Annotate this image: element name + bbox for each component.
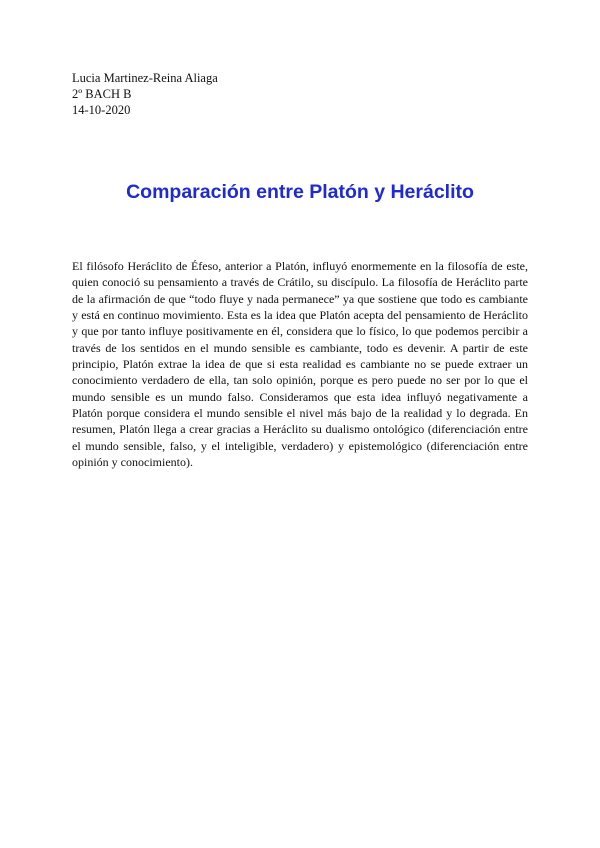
document-header (72, 70, 218, 118)
course-label: 2º BACH B (72, 87, 132, 101)
document-date: 14-10-2020 (72, 103, 131, 117)
author-name: Lucia Martinez-Reina Aliaga (72, 71, 218, 85)
document-title: Comparación entre Platón y Heráclito (126, 181, 474, 203)
body-paragraph: El filósofo Heráclito de Éfeso, anterior a Platón, influyó enormemente en la filosofía de este, quien conoció su pensamiento a través de Crátilo, su discípulo. La filosofía de Heráclito parte de la afirmación de que “todo fluye y nada permanece” ya que sostiene que todo es cambiante y está en continuo movimiento. Esta es la idea que Platón acepta del pensamiento de Heráclito y que por tanto influye positivamente en él, considera que lo físico, lo que podemos percibir a través de los sentidos en el mundo sensible es cambiante, todo es devenir. A partir de este principio, Platón extrae la idea de que si esta realidad es cambiante no se puede extraer un conocimiento verdadero de ella, tan solo opinión, porque es pero puede no ser por lo que el mundo sensible es un mundo falso. Consideramos que esta idea influyó negativamente a Platón porque considera el mundo sensible el nivel más bajo de la realidad y lo degrada. En resumen, Platón llega a crear gracias a Heráclito su dualismo ontológico (diferenciación entre el mundo sensible, falso, y el inteligible, verdadero) y epistemológico (diferenciación entre opinión y conocimiento). (72, 259, 528, 470)
